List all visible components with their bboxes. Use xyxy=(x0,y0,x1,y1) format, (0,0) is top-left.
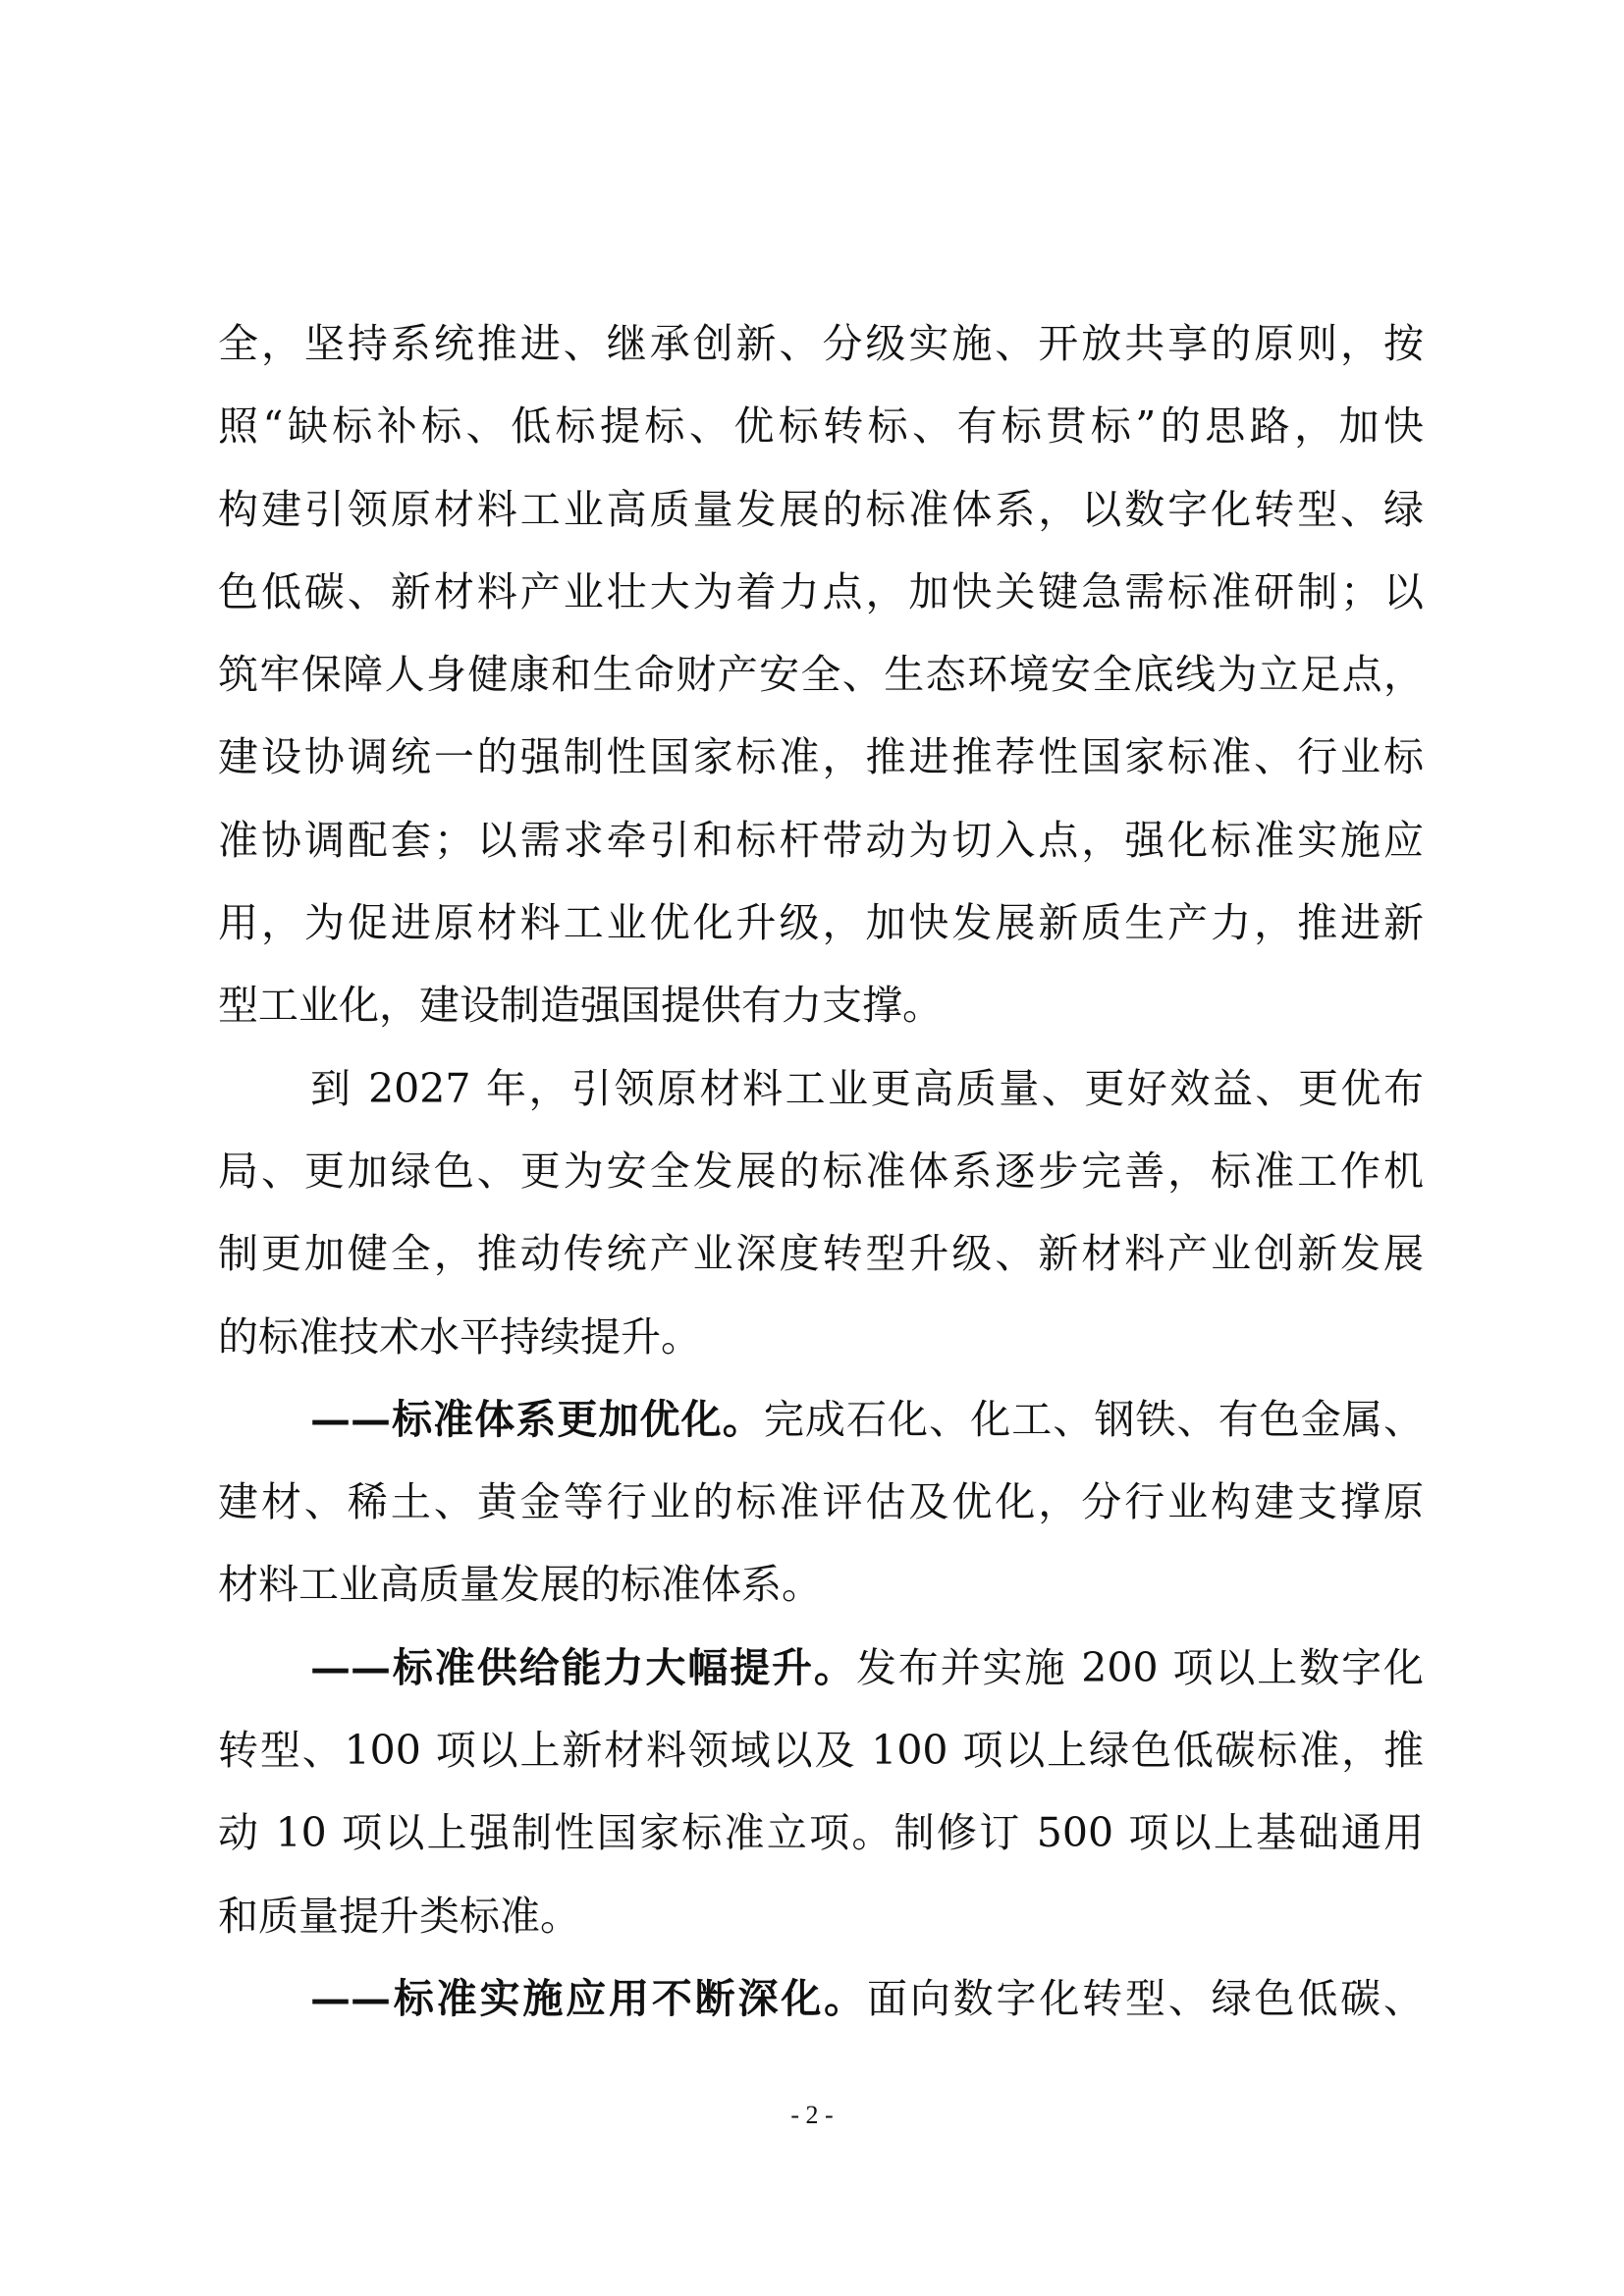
text-line: 动 10 项以上强制性国家标准立项。制修订 500 项以上基础通用 xyxy=(218,1809,1424,1857)
text-line: 准协调配套；以需求牵引和标杆带动为切入点，强化标准实施应 xyxy=(218,816,1424,864)
goal-text: 面向数字化转型、绿色低碳、 xyxy=(867,1974,1424,2022)
text-line: 色低碳、新材料产业壮大为着力点，加快关键急需标准研制；以 xyxy=(218,567,1424,615)
goal-text: 发布并实施 200 项以上数字化 xyxy=(855,1643,1425,1691)
text-line: 和质量提升类标准。 xyxy=(218,1892,580,1940)
text-line: 构建引领原材料工业高质量发展的标准体系，以数字化转型、绿 xyxy=(218,485,1424,533)
text-line: 建材、稀土、黄金等行业的标准评估及优化，分行业构建支撑原 xyxy=(218,1478,1424,1526)
text-line: 局、更加绿色、更为安全发展的标准体系逐步完善，标准工作机 xyxy=(218,1147,1424,1195)
text-line: 建设协调统一的强制性国家标准，推进推荐性国家标准、行业标 xyxy=(218,733,1424,781)
goal-line xyxy=(218,1388,1424,1470)
goal-heading: ——标准体系更加优化。 xyxy=(310,1395,764,1443)
goal-heading: ——标准供给能力大幅提升。 xyxy=(310,1643,856,1691)
goal-heading: ——标准实施应用不断深化。 xyxy=(310,1974,867,2022)
body-text xyxy=(218,312,1424,2050)
text-line: 材料工业高质量发展的标准体系。 xyxy=(218,1561,822,1609)
text-line: 全，坚持系统推进、继承创新、分级实施、开放共享的原则，按 xyxy=(218,320,1424,367)
goal-line xyxy=(218,1967,1424,2050)
text-line: 到 2027 年，引领原材料工业更高质量、更好效益、更优布 xyxy=(310,1064,1424,1112)
page-number: - 2 - xyxy=(790,2101,834,2129)
text-line: 转型、100 项以上新材料领域以及 100 项以上绿色低碳标准，推 xyxy=(218,1727,1424,1775)
text-line: 制更加健全，推动传统产业深度转型升级、新材料产业创新发展 xyxy=(218,1230,1424,1278)
goal-line xyxy=(218,1636,1424,1719)
goal-text: 完成石化、化工、钢铁、有色金属、 xyxy=(763,1395,1425,1443)
text-line: 的标准技术水平持续提升。 xyxy=(218,1312,701,1361)
text-line: 型工业化，建设制造强国提供有力支撑。 xyxy=(218,982,943,1030)
text-line: 筑牢保障人身健康和生命财产安全、生态环境安全底线为立足点， xyxy=(218,651,1424,699)
text-line: 用，为促进原材料工业优化升级，加快发展新质生产力，推进新 xyxy=(218,899,1424,947)
text-line: 照“缺标补标、低标提标、优标转标、有标贯标”的思路，加快 xyxy=(218,402,1424,451)
